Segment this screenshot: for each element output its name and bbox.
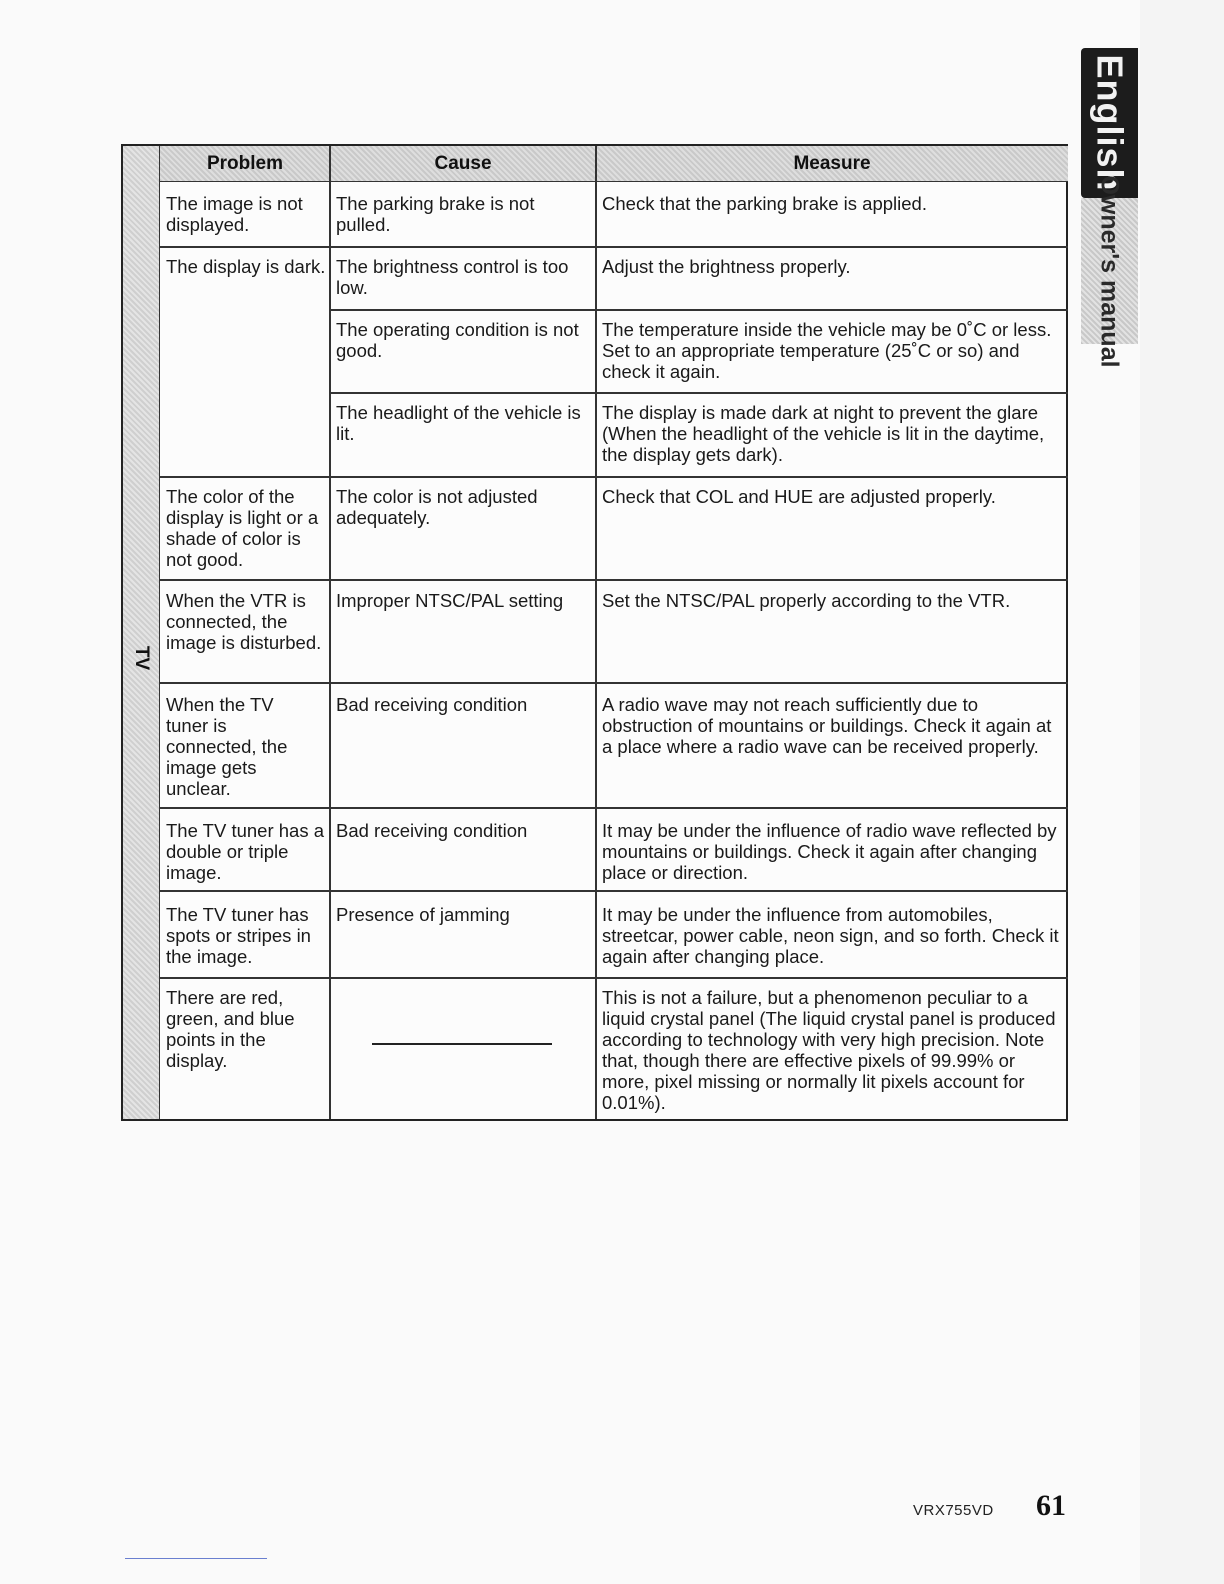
row-divider [160, 807, 1068, 809]
cause-cell: The color is not adjusted adequately. [336, 486, 538, 528]
measure-cell: It may be under the influence from automobiles, streetcar, power cable, neon sign, and so forth. Check it again after changing place. [602, 904, 1059, 967]
cause-cell: The brightness control is too low. [336, 256, 569, 298]
cause-cell: Bad receiving condition [336, 820, 528, 841]
header-cause: Cause [330, 146, 596, 182]
row-divider [330, 392, 1068, 394]
header-measure: Measure [596, 146, 1068, 182]
cause-cell: The headlight of the vehicle is lit. [336, 402, 581, 444]
cause-cell: The parking brake is not pulled. [336, 193, 535, 235]
measure-cell: The display is made dark at night to prevent the glare (When the headlight of the vehicle is lit in the daytime, the display gets dark). [602, 402, 1045, 465]
problem-cell: The color of the display is light or a shade of color is not good. [166, 486, 319, 570]
measure-cell: This is not a failure, but a phenomenon peculiar to a liquid crystal panel (The liquid crystal panel is produced according to technology with very high precision. Note that, though there are effective pixels of 99.99% or more, pixel missing or normally lit pixels account for 0.01%). [602, 987, 1056, 1113]
row-divider [160, 682, 1068, 684]
measure-cell: A radio wave may not reach sufficiently due to obstruction of mountains or buildings. Check it again at a place where a radio wave can be received properly. [602, 694, 1052, 757]
model-number: VRX755VD [913, 1502, 994, 1519]
manual-tab [1081, 174, 1138, 368]
section-label [127, 638, 155, 678]
row-divider [160, 579, 1068, 581]
measure-cell: Set the NTSC/PAL properly according to the VTR. [602, 590, 1011, 611]
measure-cell: The temperature inside the vehicle may be 0˚C or less. Set to an appropriate temperature (25˚C or so) and check it again. [602, 319, 1052, 382]
problem-cell: The TV tuner has spots or stripes in the image. [166, 904, 311, 967]
side-tab [1081, 48, 1138, 368]
problem-cell: There are red, green, and blue points in the display. [166, 987, 295, 1071]
language-tab-label: English [1089, 54, 1131, 192]
row-divider [160, 890, 1068, 892]
problem-cell: When the TV tuner is connected, the image gets unclear. [166, 694, 288, 799]
row-divider [160, 246, 1068, 248]
cause-cell: The operating condition is not good. [336, 319, 579, 361]
page-number: 61 [1036, 1489, 1066, 1522]
column-divider [595, 146, 597, 1119]
problem-cell: The TV tuner has a double or triple image. [166, 820, 325, 883]
section-label-text: TV [131, 645, 152, 671]
not-applicable-dash [372, 1043, 552, 1045]
row-divider [330, 309, 1068, 311]
section-strip [123, 146, 160, 1119]
measure-cell: Check that the parking brake is applied. [602, 193, 927, 214]
column-divider [329, 146, 331, 1119]
problem-cell: The image is not displayed. [166, 193, 303, 235]
cause-cell: Presence of jamming [336, 904, 510, 925]
cause-cell: Bad receiving condition [336, 694, 528, 715]
problem-cell: When the VTR is connected, the image is disturbed. [166, 590, 322, 653]
measure-cell: It may be under the influence of radio wave reflected by mountains or buildings. Check it again after changing place or direction. [602, 820, 1057, 883]
manual-tab-label: Owner's manual [1096, 174, 1124, 368]
row-divider [160, 476, 1068, 478]
measure-cell: Check that COL and HUE are adjusted properly. [602, 486, 996, 507]
measure-cell: Adjust the brightness properly. [602, 256, 851, 277]
cause-cell: Improper NTSC/PAL setting [336, 590, 564, 611]
row-divider [160, 977, 1068, 979]
bottom-rule [125, 1558, 267, 1559]
troubleshooting-table [121, 144, 1068, 1121]
problem-cell: The display is dark. [166, 256, 326, 277]
header-problem: Problem [160, 146, 330, 182]
